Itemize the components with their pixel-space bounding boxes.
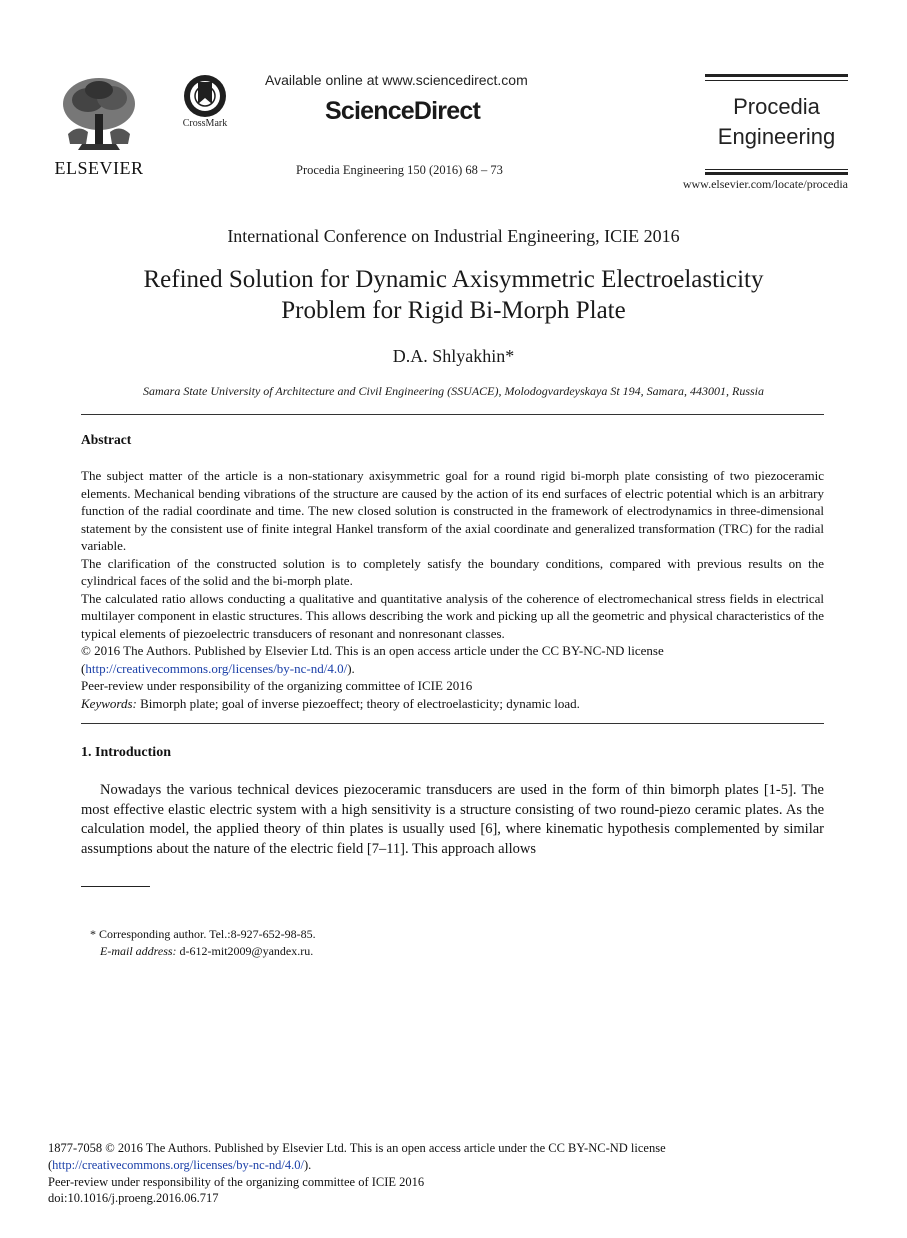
- journal-title-line2: Engineering: [717, 124, 836, 149]
- journal-logo-top-rule: [705, 74, 848, 77]
- divider-bottom: [81, 723, 824, 724]
- paper-title: [60, 264, 847, 326]
- conference-name: International Conference on Industrial Engineering, ICIE 2016: [227, 226, 680, 246]
- keywords-label: Keywords:: [81, 695, 137, 711]
- sciencedirect-logo[interactable]: ScienceDirect: [325, 97, 480, 125]
- footnote: [90, 926, 316, 959]
- footnote-corresponding: * Corresponding author. Tel.:8-927-652-98-85.: [90, 927, 316, 941]
- abstract-heading: Abstract: [81, 432, 132, 447]
- footnote-rule: [81, 886, 150, 887]
- author-name: D.A. Shlyakhin*: [392, 346, 515, 366]
- journal-url[interactable]: www.elsevier.com/locate/procedia: [682, 177, 848, 191]
- footer-license-close: ).: [303, 1157, 312, 1172]
- journal-logo-top-thin-rule: [705, 80, 848, 81]
- footer-peer-review: Peer-review under responsibility of the organizing committee of ICIE 2016: [48, 1174, 425, 1189]
- footer-issn-line: 1877-7058 © 2016 The Authors. Published by Elsevier Ltd. This is an open access article under the CC BY-NC-ND license: [48, 1141, 666, 1155]
- license-link[interactable]: http://creativecommons.org/licenses/by-nc-nd/4.0/: [85, 660, 348, 676]
- available-online-text: Available online at www.sciencedirect.com: [265, 72, 528, 88]
- divider-top: [81, 414, 824, 415]
- elsevier-wordmark: ELSEVIER: [54, 158, 144, 178]
- license-open-paren: (: [81, 660, 86, 676]
- footer-license-open: (: [48, 1157, 53, 1172]
- introduction-text: Nowadays the various technical devices piezoceramic transducers are used in the form of thin bimorph plates [1-5]. The most effective elastic electric system with a high sensitivity is a structure consisting of two round-piezo ceramic plates. As the calculation model, the applied theory of thin plates is usually used [6], where kinematic hypothesis complemented by similar assumptions about the nature of the electric field [7–11]. This approach allows: [81, 782, 824, 857]
- journal-title: [705, 92, 848, 152]
- footer-license-link[interactable]: http://creativecommons.org/licenses/by-nc-nd/4.0/: [52, 1157, 304, 1172]
- elsevier-tree-icon: [58, 74, 140, 154]
- paper-title-line1: Refined Solution for Dynamic Axisymmetric Electroelasticity: [143, 266, 764, 293]
- abstract-paragraph: The subject matter of the article is a non-stationary axisymmetric goal for a round rigid bi-morph plate consisting of two piezoceramic elements. Mechanical bending vibrations of the structure are caused by the action of its end surfaces of electric potential which is an arbitrary function of the radial coordinate and time. The new closed solution is constructed in the framework of electrodynamics in three-dimensional statement by the consistent use of finite integral Hankel transform of the axial coordinate and generalized transformation (TRC) for the radial variable.: [81, 468, 824, 553]
- crossmark-badge[interactable]: [176, 74, 234, 136]
- keywords: [81, 695, 824, 713]
- footnote-email-label: E-mail address:: [100, 943, 177, 958]
- paper-title-line2: Problem for Rigid Bi-Morph Plate: [281, 297, 626, 324]
- abstract-peer-review: Peer-review under responsibility of the organizing committee of ICIE 2016: [81, 678, 473, 693]
- journal-logo: [705, 74, 848, 177]
- keywords-list: Bimorph plate; goal of inverse piezoeffect; theory of electroelasticity; dynamic load.: [140, 695, 580, 711]
- footnote-email-line: [90, 943, 316, 960]
- section-heading-introduction: 1. Introduction: [81, 745, 171, 760]
- journal-logo-bottom-thin-rule: [705, 169, 848, 170]
- crossmark-icon: [183, 74, 227, 118]
- journal-logo-bottom-rule: [705, 172, 848, 175]
- journal-reference: Procedia Engineering 150 (2016) 68 – 73: [296, 163, 503, 177]
- abstract-body: [81, 467, 824, 712]
- footer-license-line: [48, 1157, 848, 1174]
- crossmark-label: CrossMark: [182, 118, 228, 129]
- abstract-paragraph: The clarification of the constructed solution is to completely satisfy the boundary conditions, compared with previous results on the cylindrical faces of the solid and the bi-morph plate.: [81, 555, 824, 588]
- abstract-paragraph: The calculated ratio allows conducting a qualitative and quantitative analysis of the coherence of electromechanical stress fields in electrical multilayer component in elastic structures. This allows describing the work and picking up all the geometric and physical characteristics of the typical elements of piezoelectric transducers of resonant and nonresonant classes.: [81, 590, 824, 641]
- license-close-paren: ).: [347, 660, 355, 676]
- elsevier-logo[interactable]: [52, 74, 146, 178]
- footnote-email[interactable]: d-612-mit2009@yandex.ru.: [179, 943, 314, 958]
- abstract-copyright: © 2016 The Authors. Published by Elsevier Ltd. This is an open access article under the CC BY-NC-ND license: [81, 643, 664, 658]
- journal-title-line1: Procedia: [733, 94, 820, 119]
- author-affiliation: Samara State University of Architecture and Civil Engineering (SSUACE), Molodogvardeyskaya St 194, Samara, 443001, Russia: [142, 384, 765, 398]
- abstract-license: [81, 660, 824, 678]
- footer-doi[interactable]: doi:10.1016/j.proeng.2016.06.717: [48, 1191, 219, 1206]
- footer-block: [48, 1140, 848, 1207]
